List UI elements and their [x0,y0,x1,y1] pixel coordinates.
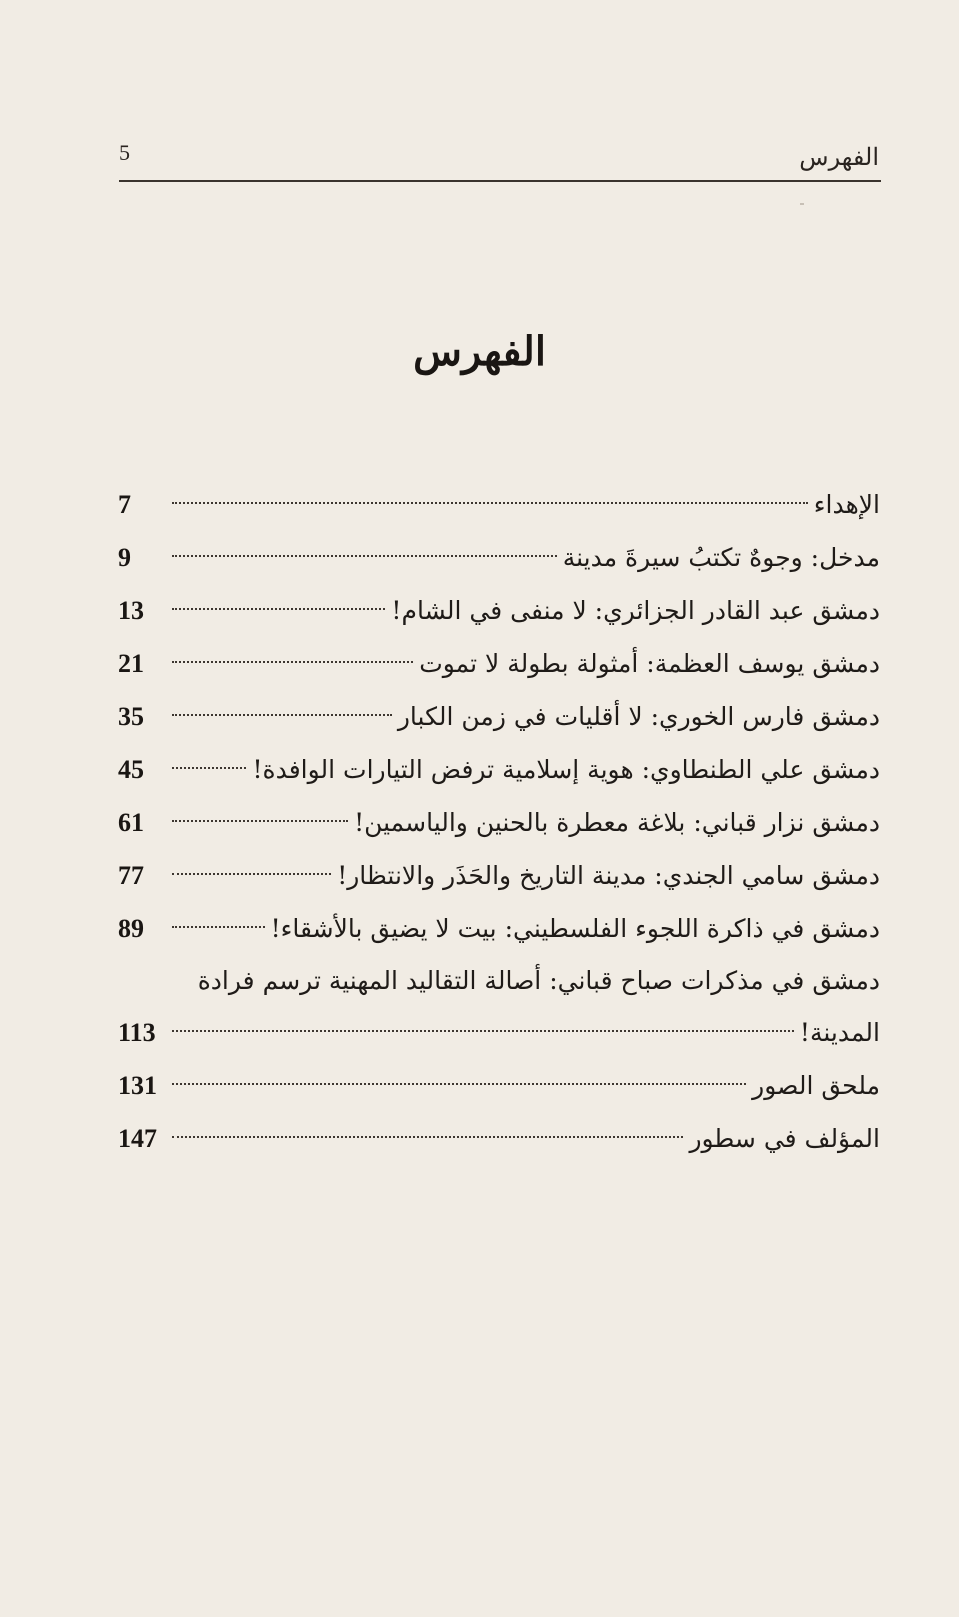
dot-leader [172,873,331,875]
page-number: 5 [119,140,130,165]
toc-entry-line [118,955,880,1007]
toc-entry-page: 7 [118,490,131,519]
toc-entry-page: 13 [118,596,144,625]
toc-entry-title-continued: المدينة! [799,1018,880,1047]
toc-entry-title: دمشق سامي الجندي: مدينة التاريخ والحَذَر والانتظار! [337,861,880,890]
toc-entry[interactable] [118,478,880,531]
toc-entry[interactable] [118,902,880,955]
dot-leader [172,767,246,769]
page-title: الفهرس [413,328,546,375]
toc-entry-title: دمشق في ذاكرة اللجوء الفلسطيني: بيت لا يضيق بالأشقاء! [270,914,880,943]
toc-entry[interactable] [118,743,880,796]
dot-leader [172,661,413,663]
dot-leader [172,502,808,504]
toc-entry-page: 9 [118,543,131,572]
running-head: الفهرس [799,143,879,171]
toc-entry[interactable] [118,531,880,584]
toc-entry-title: دمشق عبد القادر الجزائري: لا منفى في الشام! [391,596,880,625]
toc-entry[interactable] [118,584,880,637]
dot-leader [172,1083,746,1085]
toc-entry-title: مدخل: وجوهٌ تكتبُ سيرةَ مدينة [562,543,880,572]
toc-entry-page: 89 [118,914,144,943]
toc-entry[interactable] [118,690,880,743]
toc-entry-title: ملحق الصور [752,1071,880,1100]
toc-entry[interactable] [118,637,880,690]
toc-entry-page: 131 [118,1071,157,1100]
toc-entry-title: دمشق في مذكرات صباح قباني: أصالة التقاليد المهنية ترسم فرادة [197,966,880,995]
toc-entry-page: 113 [118,1018,156,1047]
toc-entry[interactable] [118,796,880,849]
dot-leader [172,1030,794,1032]
toc-entry-title: دمشق نزار قباني: بلاغة معطرة بالحنين والياسمين! [354,808,880,837]
table-of-contents [118,478,880,1165]
dot-leader [172,555,557,557]
toc-entry[interactable] [118,1059,880,1112]
toc-entry-page: 35 [118,702,144,731]
toc-entry-line [118,1007,880,1059]
toc-entry-title: الإهداء [813,490,880,519]
toc-entry-page: 147 [118,1124,157,1153]
toc-entry[interactable] [118,1112,880,1165]
toc-entry-page: 21 [118,649,144,678]
toc-entry-title: دمشق يوسف العظمة: أمثولة بطولة لا تموت [419,649,880,678]
toc-entry[interactable] [118,955,880,1059]
toc-entry[interactable] [118,849,880,902]
toc-entry-title: دمشق فارس الخوري: لا أقليات في زمن الكبار [397,702,880,731]
toc-entry-page: 61 [118,808,144,837]
dot-leader [172,820,348,822]
toc-entry-page: 77 [118,861,144,890]
dot-leader [172,1136,683,1138]
smudge-mark [800,203,804,205]
toc-entry-title: المؤلف في سطور [689,1124,880,1153]
header-rule [119,180,881,182]
toc-entry-page: 45 [118,755,144,784]
toc-entry-title: دمشق علي الطنطاوي: هوية إسلامية ترفض التيارات الوافدة! [252,755,880,784]
dot-leader [172,714,392,716]
dot-leader [172,926,265,928]
dot-leader [172,608,385,610]
